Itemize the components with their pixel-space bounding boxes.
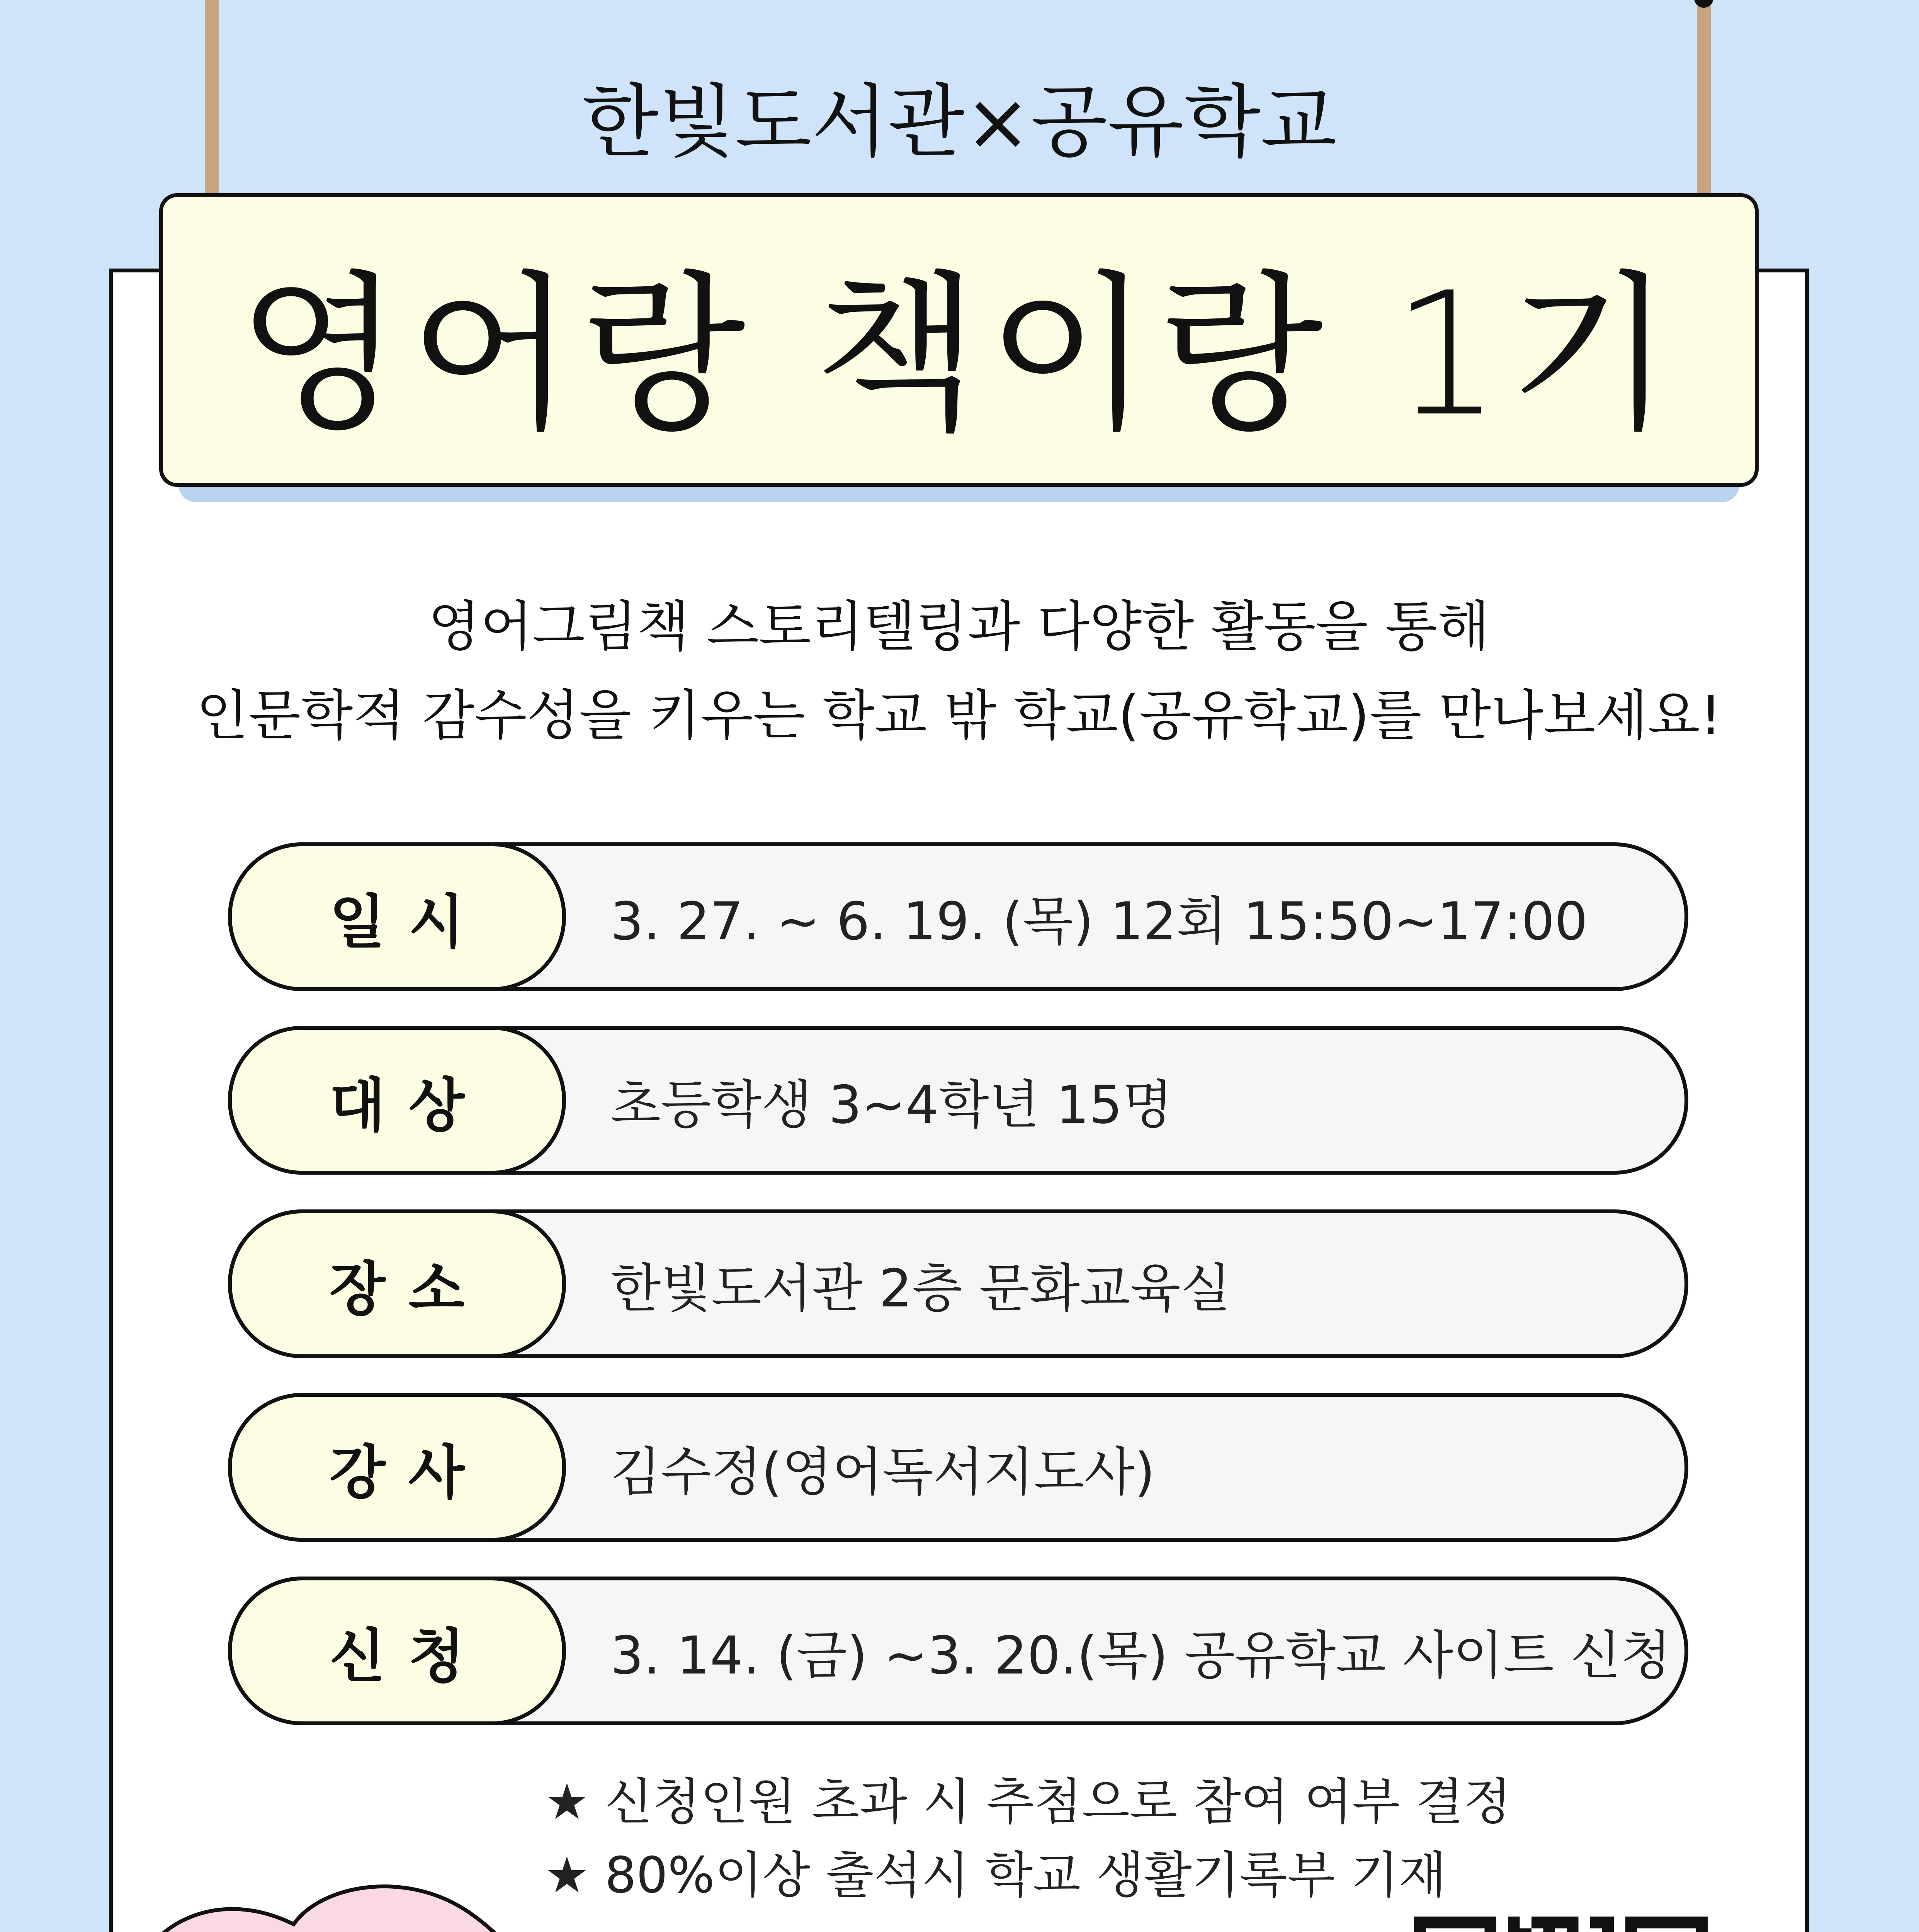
characters-illustration bbox=[0, 1862, 1391, 1932]
info-label-target: 대상 bbox=[228, 1026, 566, 1175]
qr-code[interactable] bbox=[1414, 1917, 1708, 1932]
info-row-place bbox=[228, 1209, 1688, 1358]
intro-line-2: 인문학적 감수성을 키우는 학교 밖 학교(공유학교)를 만나보세요! bbox=[196, 684, 1722, 747]
note-lottery: ★ 신청인원 초과 시 추첨으로 참여 여부 결정 bbox=[545, 1773, 1511, 1831]
info-label-application: 신청 bbox=[228, 1577, 566, 1725]
note-attendance: ★ 80%이상 출석시 학교 생활기록부 기재 bbox=[545, 1847, 1446, 1904]
info-row-target bbox=[228, 1026, 1688, 1175]
info-row-application bbox=[228, 1577, 1688, 1725]
info-value-target: 초등학생 3~4학년 15명 bbox=[610, 1074, 1173, 1135]
collab-title: 한빛도서관×공유학교 bbox=[582, 76, 1337, 168]
page-title: 영어랑 책이랑 1기 bbox=[237, 256, 1681, 454]
info-label-date: 일시 bbox=[228, 842, 566, 991]
info-value-place: 한빛도서관 2층 문화교육실 bbox=[610, 1258, 1231, 1319]
info-row-date bbox=[228, 842, 1688, 991]
info-value-instructor: 김수정(영어독서지도사) bbox=[610, 1441, 1155, 1502]
info-value-date: 3. 27. ~ 6. 19. (목) 12회 15:50~17:00 bbox=[610, 891, 1588, 952]
info-label-place: 장소 bbox=[228, 1209, 566, 1358]
info-row-instructor bbox=[228, 1393, 1688, 1542]
info-label-instructor: 강사 bbox=[228, 1393, 566, 1542]
title-banner bbox=[159, 193, 1759, 487]
heart-character-icon bbox=[95, 1886, 622, 1932]
intro-line-1: 영어그림책 스토리텔링과 다양한 활동을 통해 bbox=[428, 595, 1490, 658]
info-value-application: 3. 14. (금) ~3. 20.(목) 공유학교 사이트 신청 bbox=[610, 1625, 1671, 1686]
